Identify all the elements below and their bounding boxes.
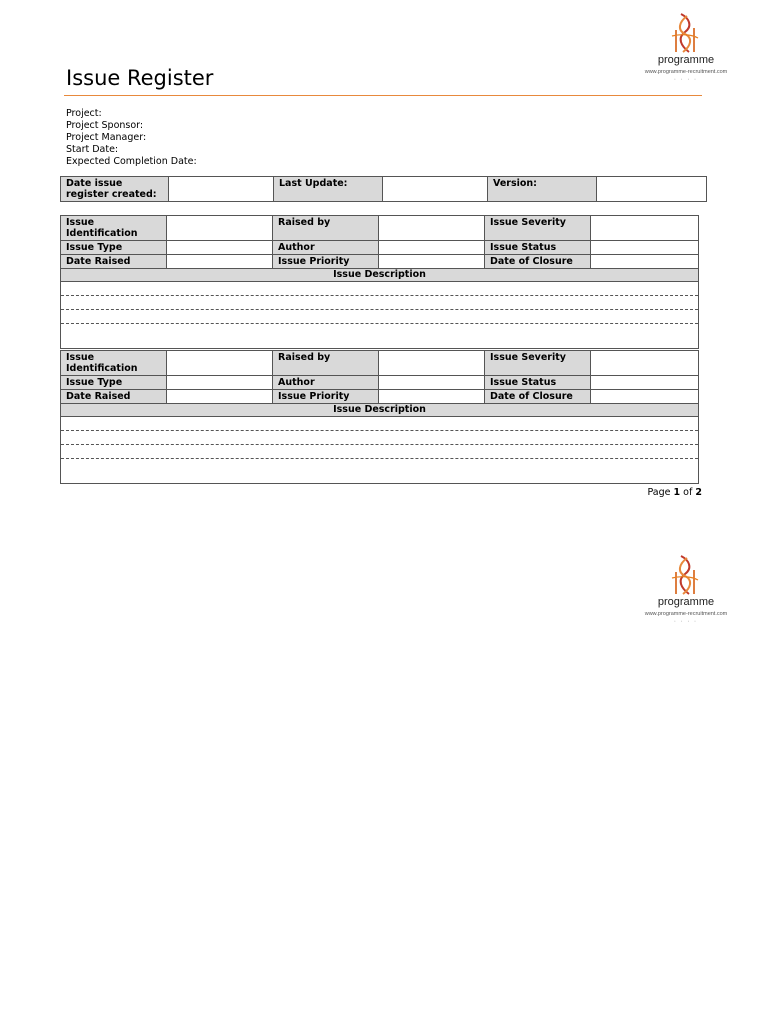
project-meta (66, 108, 197, 168)
created-value[interactable] (169, 177, 274, 202)
issue-identification-value[interactable] (167, 351, 273, 376)
issue-severity-label: Issue Severity (485, 351, 591, 376)
issue-severity-label: Issue Severity (485, 216, 591, 241)
meta-completion-date: Expected Completion Date: (66, 156, 197, 167)
page-number (647, 487, 702, 499)
issue-block (60, 350, 699, 484)
logo-page-two (631, 554, 741, 634)
issue-priority-label: Issue Priority (273, 390, 379, 404)
author-value[interactable] (379, 376, 485, 390)
issue-type-value[interactable] (167, 241, 273, 255)
issue-type-label: Issue Type (61, 241, 167, 255)
description-line (61, 458, 698, 459)
issue-severity-value[interactable] (591, 216, 699, 241)
issue-priority-value[interactable] (379, 255, 485, 269)
raised-by-label: Raised by (273, 216, 379, 241)
issue-type-value[interactable] (167, 376, 273, 390)
issue-status-label: Issue Status (485, 376, 591, 390)
logo-brand: programme (657, 54, 715, 66)
issue-identification-value[interactable] (167, 216, 273, 241)
author-label: Author (273, 376, 379, 390)
author-label: Author (273, 241, 379, 255)
date-raised-value[interactable] (167, 390, 273, 404)
page-of: of (683, 487, 693, 498)
version-label: Version: (488, 177, 597, 202)
page-title: Issue Register (66, 66, 214, 90)
meta-start-date: Start Date: (66, 144, 119, 155)
page-current: 1 (673, 487, 681, 498)
date-of-closure-value[interactable] (591, 390, 699, 404)
logo-brand: programme (657, 596, 715, 608)
logo-url: www.programme-recruitment.com (644, 69, 728, 75)
issue-identification-label: Issue Identification (61, 351, 167, 376)
raised-by-value[interactable] (379, 351, 485, 376)
logo-dots: • • • • (674, 77, 698, 81)
issue-type-label: Issue Type (61, 376, 167, 390)
issue-block (60, 215, 699, 349)
issue-identification-label: Issue Identification (61, 216, 167, 241)
raised-by-value[interactable] (379, 216, 485, 241)
issue-priority-value[interactable] (379, 390, 485, 404)
programme-logo-icon (667, 554, 705, 596)
register-info-table (60, 176, 707, 202)
title-divider (64, 95, 702, 96)
date-raised-label: Date Raised (61, 255, 167, 269)
programme-logo-icon (667, 12, 705, 54)
author-value[interactable] (379, 241, 485, 255)
issue-status-value[interactable] (591, 241, 699, 255)
logo-url: www.programme-recruitment.com (644, 611, 728, 617)
date-raised-label: Date Raised (61, 390, 167, 404)
created-label: Date issue register created: (61, 177, 169, 202)
description-line (61, 323, 698, 324)
issue-priority-label: Issue Priority (273, 255, 379, 269)
issue-description-area[interactable] (61, 417, 699, 484)
page-total: 2 (695, 487, 702, 498)
issue-description-header: Issue Description (61, 269, 699, 282)
issue-status-label: Issue Status (485, 241, 591, 255)
meta-project: Project: (66, 108, 102, 119)
issue-severity-value[interactable] (591, 351, 699, 376)
date-of-closure-label: Date of Closure (485, 390, 591, 404)
meta-sponsor: Project Sponsor: (66, 120, 144, 131)
date-raised-value[interactable] (167, 255, 273, 269)
version-value[interactable] (597, 177, 707, 202)
issue-description-area[interactable] (61, 282, 699, 349)
date-of-closure-value[interactable] (591, 255, 699, 269)
raised-by-label: Raised by (273, 351, 379, 376)
logo-dots: • • • • (674, 619, 698, 623)
date-of-closure-label: Date of Closure (485, 255, 591, 269)
last-update-value[interactable] (383, 177, 488, 202)
last-update-label: Last Update: (274, 177, 383, 202)
logo-top (631, 12, 741, 92)
meta-manager: Project Manager: (66, 132, 147, 143)
issue-status-value[interactable] (591, 376, 699, 390)
page-prefix: Page (647, 487, 671, 498)
issue-description-header: Issue Description (61, 404, 699, 417)
